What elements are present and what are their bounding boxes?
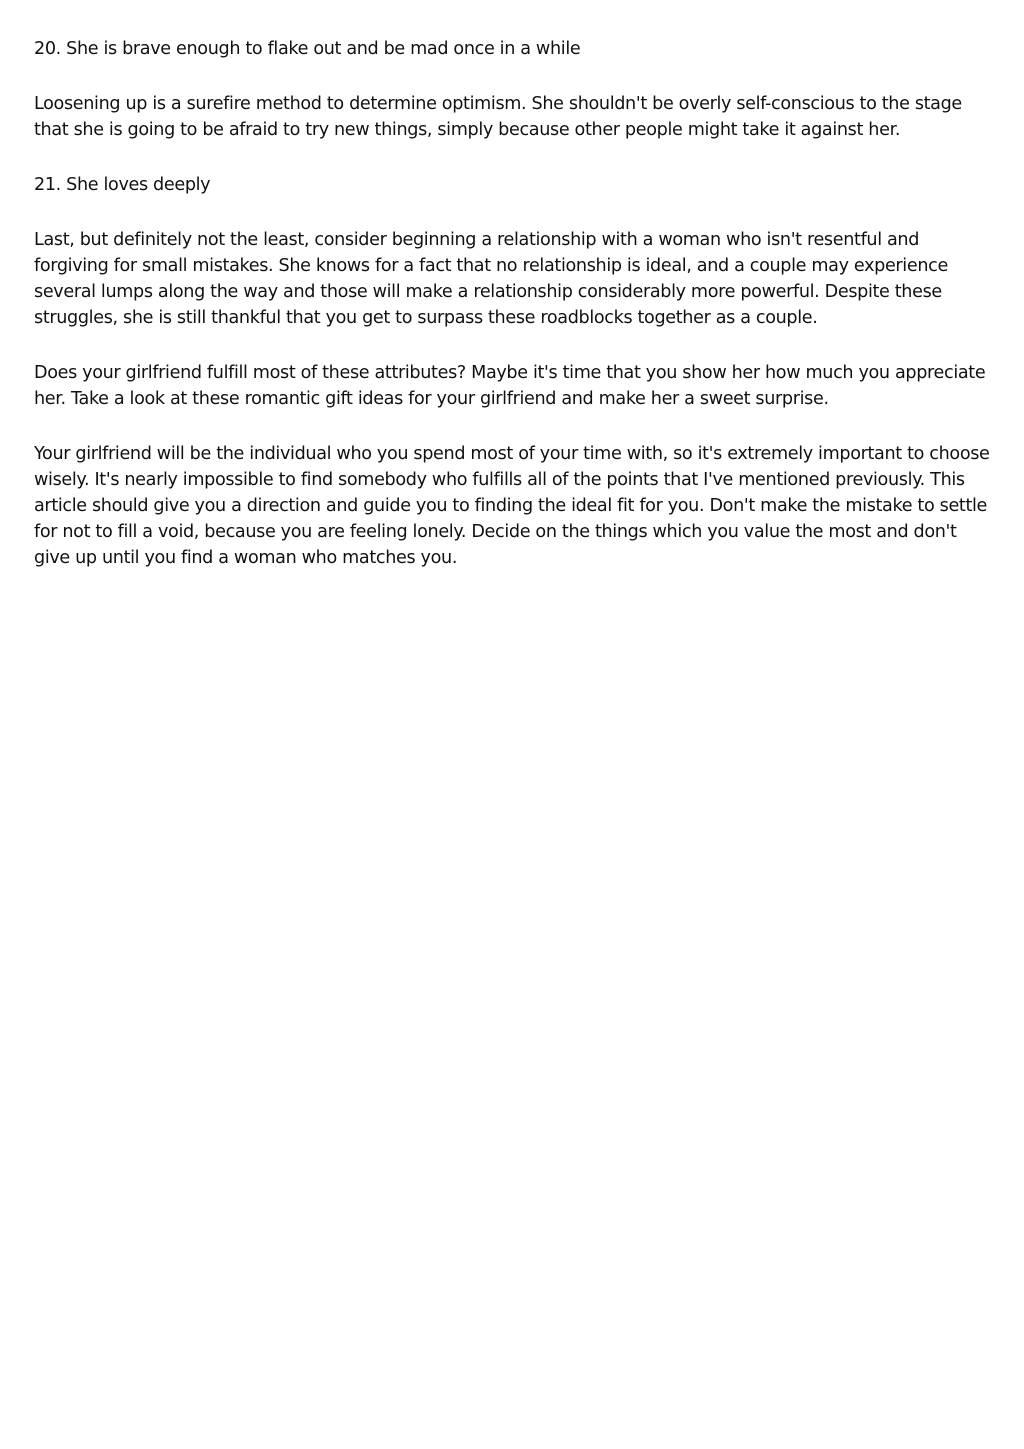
gift-ideas-paragraph: Does your girlfriend fulfill most of these attributes? Maybe it's time that you show her how much you appreciate her. Take a look at these romantic gift ideas for your girlfriend and make her a sweet surprise. xyxy=(34,363,986,409)
section-paragraph-21: Last, but definitely not the least, consider beginning a relationship with a woman who isn't resentful and forgiving for small mistakes. She knows for a fact that no relationship is ideal, and a couple may experience several lumps along the way and those will make a relationship considerably more powerful. Despite these struggles, she is still thankful that you get to surpass these roadblocks together as a couple. xyxy=(34,230,948,328)
section-heading-21: 21. She loves deeply xyxy=(34,175,211,195)
section-paragraph-20: Loosening up is a surefire method to determine optimism. She shouldn't be overly self-conscious to the stage that she is going to be afraid to try new things, simply because other people might take it against her. xyxy=(34,94,962,140)
conclusion-paragraph: Your girlfriend will be the individual who you spend most of your time with, so it's extremely important to choose wisely. It's nearly impossible to find somebody who fulfills all of the points that I've mentioned previously. This article should give you a direction and guide you to finding the ideal fit for you. Don't make the mistake to settle for not to fill a void, because you are feeling lonely. Decide on the things which you value the most and don't give up until you find a woman who matches you. xyxy=(34,444,990,568)
article-body xyxy=(34,36,994,600)
section-heading-20: 20. She is brave enough to flake out and be mad once in a while xyxy=(34,39,581,59)
